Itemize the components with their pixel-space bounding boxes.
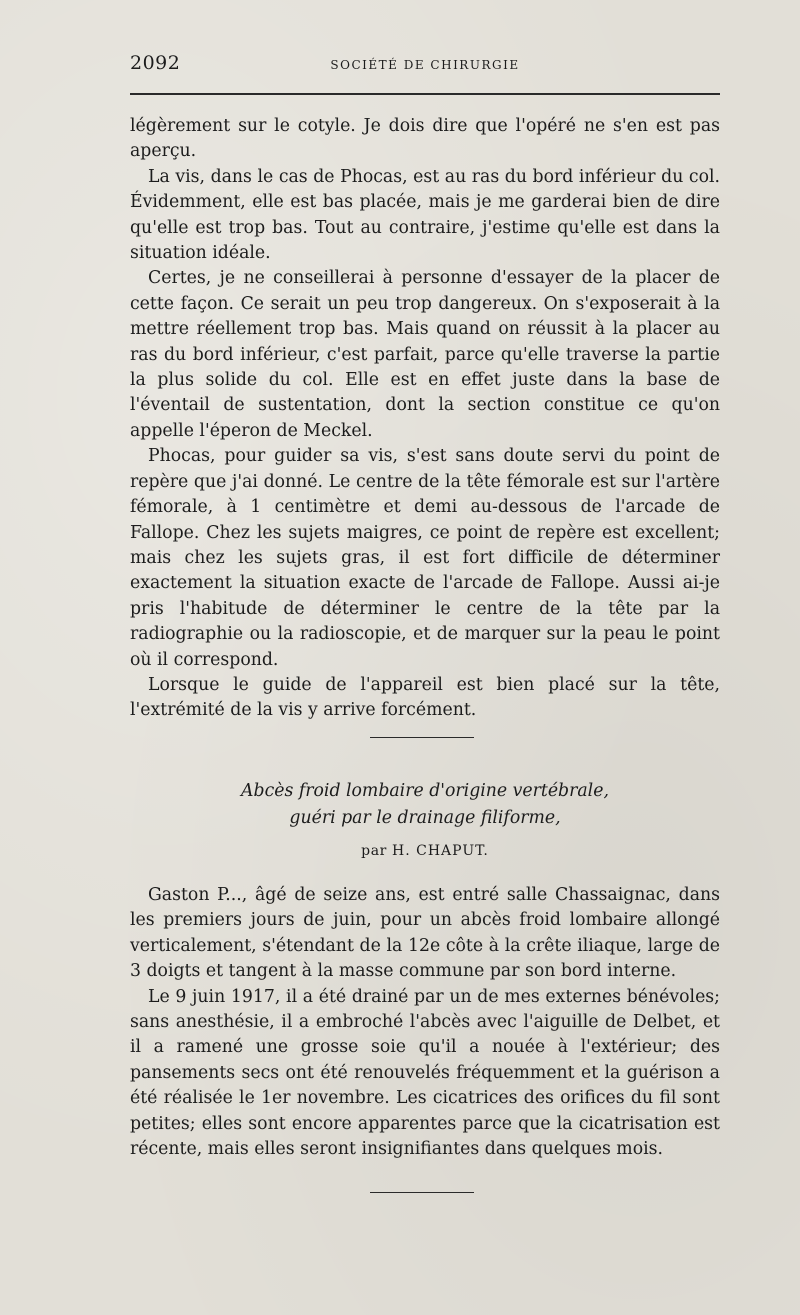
paragraph: légèrement sur le cotyle. Je dois dire que l'opéré ne s'en est pas aperçu. bbox=[130, 116, 720, 162]
byline bbox=[130, 843, 720, 859]
article-title bbox=[130, 778, 720, 832]
section-separator bbox=[370, 1192, 474, 1193]
page-header bbox=[130, 52, 720, 78]
header-rule bbox=[130, 93, 720, 95]
text-block-1 bbox=[130, 114, 720, 724]
paragraph: Certes, je ne conseillerai à personne d'essayer de la placer de cette façon. Ce serait un peu trop dangereux. On s'exposerait à la mettre réellement trop bas. Mais quand on réussit à la placer au ras du bord inférieur, c'est parfait, parce qu'elle traverse la partie la plus solide du col. Elle est en effet juste dans la base de l'éventail de sustentation, dont la section constitue ce qu'on appelle l'éperon de Meckel. bbox=[130, 268, 720, 441]
paragraph: Phocas, pour guider sa vis, s'est sans doute servi du point de repère que j'ai donné. Le centre de la tête fémorale est sur l'artère fémorale, à 1 centimètre et demi au-dessous de l'arcade de Fallope. Chez les sujets maigres, ce point de repère est excellent; mais chez les sujets gras, il est fort difficile de déterminer exactement la situation exacte de l'arcade de Fallope. Aussi ai-je pris l'habitude de déterminer le centre de la tête par la radiographie ou la radioscopie, et de marquer sur la peau le point où il correspond. bbox=[130, 446, 720, 670]
page-number: 2092 bbox=[130, 52, 181, 74]
paragraph: La vis, dans le cas de Phocas, est au ras du bord inférieur du col. Évidemment, elle est bas placée, mais je me garderai bien de dire qu'elle est trop bas. Tout au contraire, j'estime qu'elle est dans la situation idéale. bbox=[130, 166, 720, 264]
author-name: H. CHAPUT. bbox=[392, 843, 489, 859]
paragraph: Lorsque le guide de l'appareil est bien placé sur la tête, l'extrémité de la vis y arrive forcément. bbox=[130, 674, 720, 721]
paragraph: Le 9 juin 1917, il a été drainé par un de mes externes bénévoles; sans anesthésie, il a embroché l'abcès avec l'aiguille de Delbet, et il a ramené une grosse soie qu'il a nouée à l'extérieur; des pansements secs ont été renouvelés fréquemment et la guérison a été réalisée le 1er novembre. Les cicatrices des orifices du fil sont petites; elles sont encore apparentes parce que la cicatrisation est récente, mais elles seront insignifiantes dans quelques mois. bbox=[130, 986, 720, 1160]
article-title-line-2: guéri par le drainage filiforme, bbox=[289, 808, 561, 828]
text-block-2 bbox=[130, 883, 720, 1162]
running-head: SOCIÉTÉ DE CHIRURGIE bbox=[330, 58, 520, 72]
article-title-line-1: Abcès froid lombaire d'origine vertébrale, bbox=[241, 781, 609, 801]
byline-prefix: par bbox=[361, 843, 387, 859]
section-separator bbox=[370, 737, 474, 738]
paragraph: Gaston P..., âgé de seize ans, est entré salle Chassaignac, dans les premiers jours de juin, pour un abcès froid lombaire allongé verticalement, s'étendant de la 12e côte à la crête iliaque, large de 3 doigts et tangent à la masse commune par son bord interne. bbox=[130, 885, 720, 982]
